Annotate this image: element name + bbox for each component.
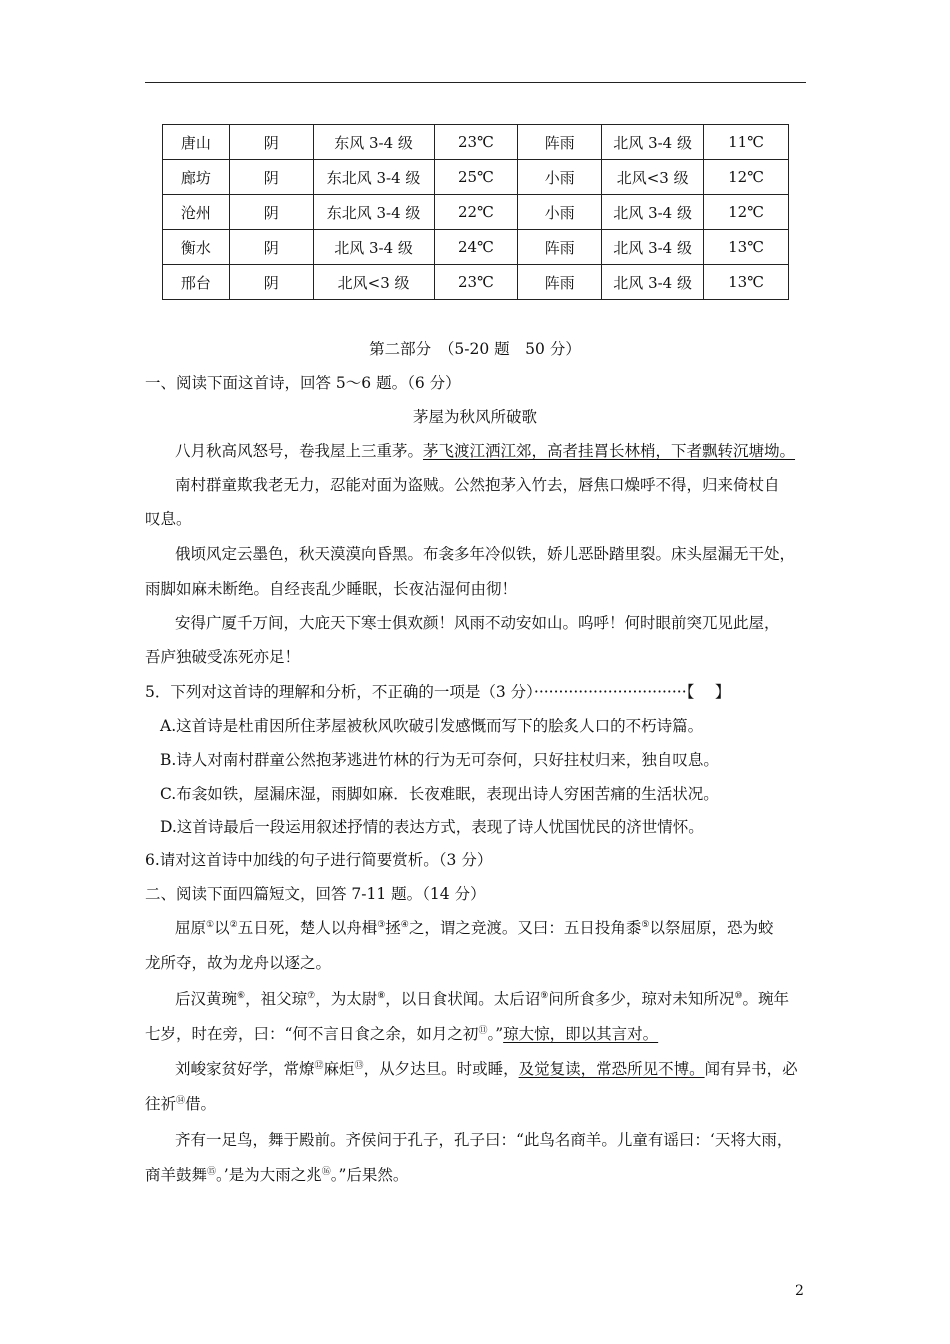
table-cell: 阴 — [229, 195, 313, 230]
text: 刘峻家贫好学，常燎 — [175, 1060, 315, 1078]
poem-stanza-2-line-1: 南村群童欺我老无力，忍能对面为盗贼。公然抱茅入竹去，唇焦口燥呼不得，归来倚杖自 — [175, 476, 780, 494]
footnote-marker: ② — [229, 920, 238, 930]
text: 之，谓之竞渡。又曰：五日投角黍 — [408, 919, 642, 937]
question-5-option-d: D.这首诗最后一段运用叙述抒情的表达方式，表现了诗人忧国忧民的济世情怀。 — [160, 818, 704, 836]
footnote-marker: ① — [206, 920, 215, 930]
weather-table — [162, 124, 789, 300]
section2-title: 第二部分 （5-20 题 50 分） — [369, 340, 581, 358]
underlined-poem-line: 茅飞渡江洒江郊，高者挂罥长林梢，下者飘转沉塘坳。 — [423, 442, 796, 460]
table-cell: 沧州 — [163, 195, 230, 230]
table-cell: 12℃ — [704, 195, 789, 230]
footnote-marker: ⑧ — [377, 991, 386, 1001]
table-cell: 24℃ — [434, 230, 518, 265]
question-6: 6.请对这首诗中加线的句子进行简要赏析。（3 分） — [145, 851, 493, 869]
table-cell: 北风 3-4 级 — [313, 230, 434, 265]
text: 麻炬 — [323, 1060, 355, 1078]
weather-table-body — [163, 125, 789, 300]
table-cell: 23℃ — [434, 125, 518, 160]
table-cell: 廊坊 — [163, 160, 230, 195]
table-cell: 13℃ — [704, 265, 789, 300]
text: 五日死，楚人以舟楫 — [237, 919, 378, 937]
text: ，从夕达旦。时或睡， — [363, 1060, 519, 1078]
text: 七岁，时在旁，曰：“何不言日食之余，如月之初 — [145, 1025, 479, 1043]
poem-line: 八月秋高风怒号，卷我屋上三重茅。 — [175, 442, 424, 460]
footnote-marker: ⑥ — [237, 991, 246, 1001]
table-cell: 北风 3-4 级 — [602, 195, 704, 230]
question-group-1-intro: 一、阅读下面这首诗，回答 5～6 题。（6 分） — [145, 374, 461, 392]
footnote-marker: ⑦ — [307, 991, 316, 1001]
footnote-marker: ⑮ — [207, 1167, 217, 1177]
table-cell: 北风 3-4 级 — [602, 230, 704, 265]
text: ，祖父琼 — [245, 990, 308, 1008]
passage-3-line-1 — [175, 1059, 798, 1079]
table-cell: 北风 3-4 级 — [602, 125, 704, 160]
question-5-option-c: C.布衾如铁，屋漏床湿，雨脚如麻．长夜难眠，表现出诗人穷困苦痛的生活状况。 — [160, 785, 719, 803]
text: 闻有异书，必 — [704, 1060, 798, 1078]
table-cell: 阴 — [229, 230, 313, 265]
table-row — [163, 125, 789, 160]
table-cell: 阵雨 — [518, 265, 602, 300]
question-5-stem: 5．下列对这首诗的理解和分析，不正确的一项是（3 分）·······························【 】 — [145, 683, 731, 701]
text: 。” — [487, 1025, 504, 1043]
passage-1-line-2: 龙所夺，故为龙舟以逐之。 — [145, 954, 332, 972]
text: 往祈 — [145, 1095, 177, 1113]
passage-2-line-2 — [145, 1024, 658, 1044]
header-rule — [145, 82, 806, 83]
text: 问所食多少，琼对未知所况 — [548, 990, 735, 1008]
footnote-marker: ⑬ — [354, 1061, 364, 1071]
passage-1-line-1 — [175, 918, 773, 938]
table-cell: 唐山 — [163, 125, 230, 160]
poem-stanza-3-line-1: 俄顷风定云墨色，秋天漠漠向昏黑。布衾多年冷似铁，娇儿恶卧踏里裂。床头屋漏无干处， — [175, 545, 796, 563]
table-row — [163, 265, 789, 300]
table-cell: 25℃ — [434, 160, 518, 195]
table-cell: 北风<3 级 — [313, 265, 434, 300]
question-5-option-b: B.诗人对南村群童公然抱茅逃进竹林的行为无可奈何，只好拄杖归来，独自叹息。 — [160, 751, 719, 769]
poem-stanza-3-line-2: 雨脚如麻未断绝。自经丧乱少睡眠，长夜沾湿何由彻！ — [145, 580, 518, 598]
table-cell: 阴 — [229, 125, 313, 160]
table-cell: 邢台 — [163, 265, 230, 300]
text: 屈原 — [175, 919, 207, 937]
footnote-marker: ⑩ — [734, 991, 743, 1001]
poem-stanza-4-line-1: 安得广厦千万间，大庇天下寒士俱欢颜！风雨不动安如山。呜呼！何时眼前突兀见此屋， — [175, 614, 780, 632]
text: 。琬年 — [742, 990, 789, 1008]
footnote-marker: ④ — [400, 920, 409, 930]
table-cell: 22℃ — [434, 195, 518, 230]
footnote-marker: ⑪ — [478, 1026, 488, 1036]
table-cell: 阵雨 — [518, 125, 602, 160]
text: 。”后果然。 — [330, 1166, 409, 1184]
table-cell: 北风<3 级 — [602, 160, 704, 195]
text: 以 — [214, 919, 230, 937]
table-row — [163, 195, 789, 230]
poem-title: 茅屋为秋风所破歌 — [412, 408, 537, 426]
passage-3-line-2 — [145, 1094, 216, 1114]
table-cell: 东北风 3-4 级 — [313, 160, 434, 195]
table-cell: 11℃ — [704, 125, 789, 160]
poem-stanza-1 — [175, 441, 795, 461]
text: 借。 — [185, 1095, 217, 1113]
passage-4-line-2 — [145, 1165, 408, 1185]
table-cell: 阴 — [229, 160, 313, 195]
table-row — [163, 230, 789, 265]
table-row — [163, 160, 789, 195]
table-cell: 阵雨 — [518, 230, 602, 265]
page-number: 2 — [795, 1283, 804, 1299]
question-5-option-a: A.这首诗是杜甫因所住茅屋被秋风吹破引发感慨而写下的脍炙人口的不朽诗篇。 — [160, 717, 704, 735]
footnote-marker: ⑨ — [540, 991, 549, 1001]
text: ，为太尉 — [315, 990, 378, 1008]
footnote-marker: ⑤ — [641, 920, 650, 930]
footnote-marker: ③ — [377, 920, 386, 930]
table-cell: 北风 3-4 级 — [602, 265, 704, 300]
table-cell: 衡水 — [163, 230, 230, 265]
footnote-marker: ⑭ — [176, 1096, 186, 1106]
footnote-marker: ⑯ — [321, 1167, 331, 1177]
text: 商羊鼓舞 — [145, 1166, 208, 1184]
table-cell: 小雨 — [518, 195, 602, 230]
poem-stanza-4-line-2: 吾庐独破受冻死亦足！ — [145, 648, 301, 666]
poem-stanza-2-line-2: 叹息。 — [145, 510, 192, 528]
table-cell: 小雨 — [518, 160, 602, 195]
table-cell: 东北风 3-4 级 — [313, 195, 434, 230]
table-cell: 23℃ — [434, 265, 518, 300]
table-cell: 13℃ — [704, 230, 789, 265]
footnote-marker: ⑫ — [314, 1061, 324, 1071]
table-cell: 12℃ — [704, 160, 789, 195]
passage-2-line-1 — [175, 989, 789, 1009]
text: 后汉黄琬 — [175, 990, 238, 1008]
passage-4-line-1: 齐有一足鸟，舞于殿前。齐侯问于孔子，孔子曰：“此鸟名商羊。儿童有谣曰：‘天将大雨， — [175, 1131, 793, 1149]
text: 拯 — [385, 919, 401, 937]
table-cell: 阴 — [229, 265, 313, 300]
question-group-2-intro: 二、阅读下面四篇短文，回答 7-11 题。（14 分） — [145, 885, 486, 903]
text: ，以日食状闻。太后诏 — [385, 990, 541, 1008]
text: 。’是为大雨之兆 — [216, 1166, 322, 1184]
text: 以祭屈原，恐为蛟 — [649, 919, 774, 937]
underlined-sentence: 琼大惊，即以其言对。 — [503, 1025, 659, 1043]
table-cell: 东风 3-4 级 — [313, 125, 434, 160]
underlined-sentence: 及觉复读，常恐所见不博。 — [518, 1060, 705, 1078]
